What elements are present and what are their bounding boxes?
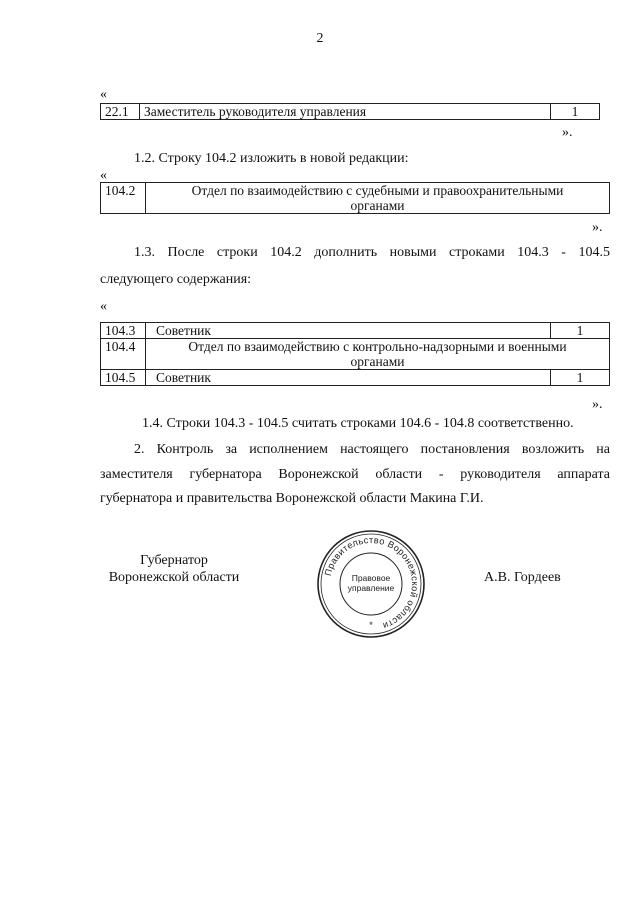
paragraph-2-line1	[134, 441, 610, 458]
quote-open-1: «	[100, 87, 107, 102]
seal-center-line2: управление	[347, 583, 395, 593]
word: постановления	[420, 442, 510, 457]
table-row	[101, 370, 610, 386]
word: 104.5	[578, 245, 610, 260]
official-seal	[315, 528, 427, 640]
signature-title-line2: Воронежской области	[108, 570, 240, 585]
word: 2.	[134, 442, 145, 457]
row-number: 104.4	[101, 339, 146, 370]
quote-close-3: ».	[592, 397, 603, 412]
word: заместителя	[100, 467, 173, 482]
word: -	[561, 245, 566, 260]
word: исполнением	[249, 442, 328, 457]
word: -	[438, 467, 444, 482]
row-name: Советник	[146, 370, 551, 386]
row-value: 1	[551, 323, 610, 339]
paragraph-1-3-line1	[134, 244, 610, 261]
row-value: 1	[551, 104, 600, 120]
word: Контроль	[156, 442, 214, 457]
row-name-line2: органами	[350, 354, 405, 369]
word: После	[167, 245, 205, 260]
table-3	[100, 322, 610, 386]
row-name: Советник	[146, 323, 551, 339]
word: настоящего	[340, 442, 409, 457]
table-row	[101, 183, 610, 214]
table-1	[100, 103, 600, 120]
seal-ring-text: Правительство Воронежской области	[322, 534, 421, 632]
signatory-name: А.В. Гордеев	[484, 570, 561, 585]
word: на	[596, 442, 610, 457]
seal-center-line1: Правовое	[351, 573, 391, 583]
paragraph-1-3-line2: следующего содержания:	[100, 272, 252, 287]
word: новыми	[389, 245, 437, 260]
word: 1.3.	[134, 245, 155, 260]
table-row	[101, 339, 610, 370]
word: строками	[449, 245, 505, 260]
word: руководителя	[460, 467, 541, 482]
row-number: 104.3	[101, 323, 146, 339]
row-number: 104.5	[101, 370, 146, 386]
row-name	[146, 339, 610, 370]
quote-open-3: «	[100, 299, 107, 314]
seal-star: *	[369, 620, 373, 630]
row-name-line1: Отдел по взаимодействию с судебными и правоохранительными	[191, 183, 564, 198]
quote-open-2: «	[100, 168, 107, 183]
quote-close-1: ».	[562, 125, 573, 140]
paragraph-1-4: 1.4. Строки 104.3 - 104.5 считать строками 104.6 - 104.8 соответственно.	[142, 416, 574, 431]
row-name: Заместитель руководителя управления	[140, 104, 551, 120]
table-row	[101, 104, 600, 120]
paragraph-2-line2	[100, 466, 610, 483]
row-name	[146, 183, 610, 214]
word: Воронежской	[278, 467, 359, 482]
word: строки	[216, 245, 258, 260]
quote-close-2: ».	[592, 220, 603, 235]
row-name-line2: органами	[350, 198, 405, 213]
signature-title	[104, 552, 244, 586]
signature-title-line1: Губернатор	[140, 553, 208, 568]
paragraph-1-2: 1.2. Строку 104.2 изложить в новой редакции:	[134, 151, 409, 166]
word: возложить	[521, 442, 585, 457]
word: области	[375, 467, 423, 482]
row-number: 22.1	[101, 104, 140, 120]
word: губернатора	[189, 467, 262, 482]
table-row	[101, 323, 610, 339]
row-number: 104.2	[101, 183, 146, 214]
word: дополнить	[314, 245, 378, 260]
table-2	[100, 182, 610, 214]
word: 104.2	[270, 245, 302, 260]
row-name-line1: Отдел по взаимодействию с контрольно-надзорными и военными	[188, 339, 567, 354]
row-value: 1	[551, 370, 610, 386]
paragraph-2-line3: губернатора и правительства Воронежской области Макина Г.И.	[100, 491, 484, 506]
word: за	[225, 442, 238, 457]
word: 104.3	[517, 245, 549, 260]
word: аппарата	[557, 467, 610, 482]
page-number: 2	[316, 31, 324, 46]
